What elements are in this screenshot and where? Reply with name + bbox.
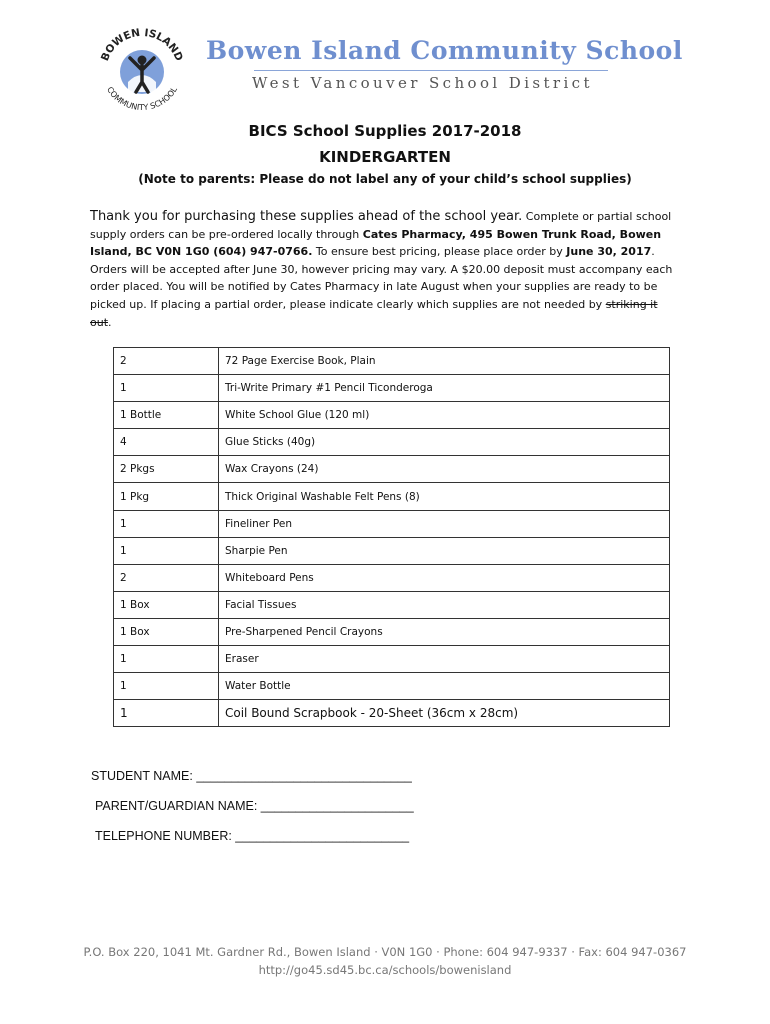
grade-title: KINDERGARTEN [319,148,451,166]
table-row [114,564,670,591]
table-row [114,537,670,564]
supply-quantity: 1 [114,673,219,700]
supply-item: Facial Tissues [219,591,670,618]
table-row [114,348,670,375]
document-title: BICS School Supplies 2017-2018 [248,122,522,140]
supplies-table-body [114,348,670,727]
supply-item: Glue Sticks (40g) [219,429,670,456]
intro-text: . Orders will be accepted after June 30, however pricing may vary. A $20.00 deposit must accompany each order placed. You will be notified by Cates Pharmacy in late August when your supplies are ready to be picked up. If placing a partial order, please indicate clearly which supplies are not needed by [90,245,673,311]
intro-lead: Thank you for purchasing these supplies ahead of the school year. [90,209,523,224]
supply-item: Thick Original Washable Felt Pens (8) [219,483,670,510]
intro-text: Complete or partial school supply orders can be pre-ordered locally through [90,210,672,241]
student-name-field[interactable]: STUDENT NAME: _______________________________ [91,769,412,783]
intro-paragraph [90,208,674,331]
supply-quantity: 1 Pkg [114,483,219,510]
parent-name-field[interactable]: PARENT/GUARDIAN NAME: ______________________ [95,799,414,813]
table-row [114,483,670,510]
supply-item: Coil Bound Scrapbook - 20-Sheet (36cm x 28cm) [219,700,670,727]
table-row [114,618,670,645]
table-row [114,375,670,402]
supplies-table [113,347,670,727]
table-row [114,429,670,456]
supply-quantity: 2 Pkgs [114,456,219,483]
supply-quantity: 1 [114,510,219,537]
supply-item: Pre-Sharpened Pencil Crayons [219,618,670,645]
logo-text-top: BOWEN ISLAND [99,26,185,63]
table-row [114,700,670,727]
school-logo [92,20,192,120]
pharmacy-address: Cates Pharmacy, 495 Bowen Trunk Road, Bowen Island, BC V0N 1G0 (604) 947-0766. [90,227,662,259]
table-row [114,646,670,673]
supply-quantity: 4 [114,429,219,456]
supply-item: White School Glue (120 ml) [219,402,670,429]
order-deadline: June 30, 2017 [566,245,652,259]
header-divider [254,70,608,71]
supply-item: Whiteboard Pens [219,564,670,591]
supply-quantity: 1 [114,537,219,564]
footer-url[interactable]: http://go45.sd45.bc.ca/schools/bowenisland [258,963,512,977]
supply-quantity: 2 [114,348,219,375]
supply-quantity: 1 Bottle [114,402,219,429]
supply-quantity: 1 [114,646,219,673]
supply-item: Eraser [219,646,670,673]
intro-text: To ensure best pricing, please place order by [312,245,567,259]
parent-note: (Note to parents: Please do not label any of your child’s school supplies) [138,172,632,186]
table-row [114,402,670,429]
supply-item: Wax Crayons (24) [219,456,670,483]
supply-item: Sharpie Pen [219,537,670,564]
supply-quantity: 1 [114,700,219,727]
table-row [114,510,670,537]
intro-text: . [108,315,112,329]
supply-quantity: 2 [114,564,219,591]
logo-text-bottom: COMMUNITY SCHOOL [105,85,179,113]
table-row [114,673,670,700]
table-row [114,591,670,618]
supply-quantity: 1 Box [114,591,219,618]
strike-example: striking it out [90,297,658,329]
supply-quantity: 1 Box [114,618,219,645]
supply-item: 72 Page Exercise Book, Plain [219,348,670,375]
footer-address: P.O. Box 220, 1041 Mt. Gardner Rd., Bowen Island · V0N 1G0 · Phone: 604 947-9337 · Fax: 604 947-0367 [83,945,687,959]
school-name: Bowen Island Community School [206,36,683,65]
supply-item: Fineliner Pen [219,510,670,537]
supply-item: Water Bottle [219,673,670,700]
logo-figure-head [138,56,147,65]
telephone-field[interactable]: TELEPHONE NUMBER: _________________________ [95,829,410,843]
table-row [114,456,670,483]
supply-item: Tri-Write Primary #1 Pencil Ticonderoga [219,375,670,402]
school-district: West Vancouver School District [252,74,593,92]
supply-quantity: 1 [114,375,219,402]
